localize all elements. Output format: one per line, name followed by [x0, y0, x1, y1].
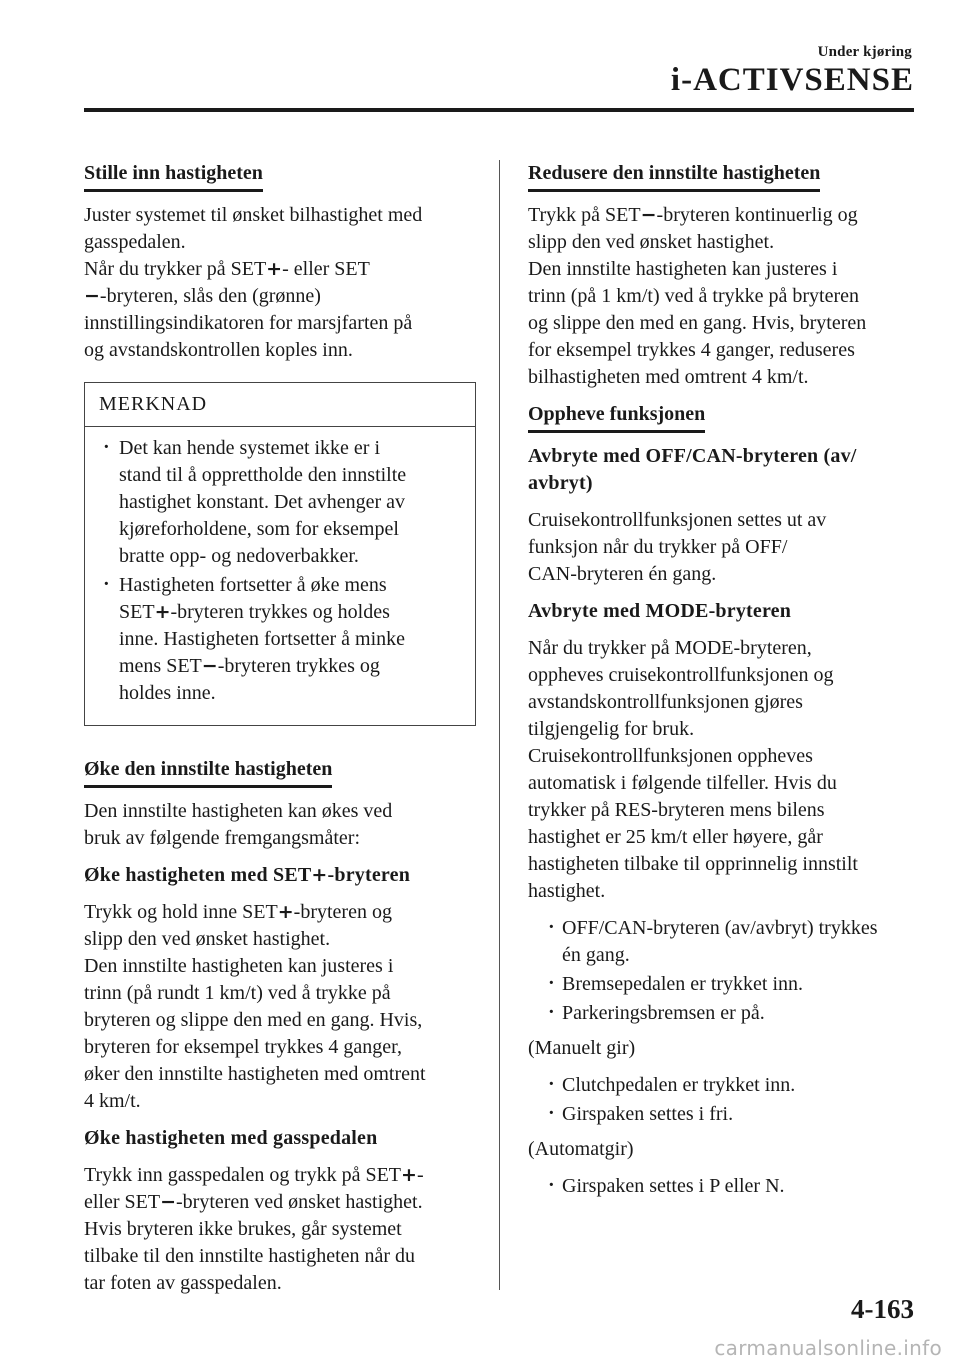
- label-automatic: (Automatgir): [528, 1138, 634, 1160]
- minus-icon: −: [640, 204, 657, 226]
- paragraph-accelerator: Trykk inn gasspedalen og trykk på SET+- eller SET−-bryteren ved ønsket hastighet. Hvis bryteren ikke brukes, går systemet tilbake til den innstilte hastigheten når du tar foten av gasspedalen.: [84, 1164, 424, 1294]
- paragraph-reduce-speed: Trykk på SET−-bryteren kontinuerlig og slipp den ved ønsket hastighet. Den innstilte hastigheten kan justeres i trinn (på 1 km/t) ved å trykke på bryteren og slippe den med en gang. Hvis, bryteren for eksempel trykkes 4 ganger, reduseres bilhastigheten med omtrent 4 km/t.: [528, 204, 867, 388]
- heading-increase-speed: Øke den innstilte hastigheten: [84, 756, 332, 788]
- plus-icon: +: [277, 901, 294, 923]
- subheading-off-can: Avbryte med OFF/CAN-bryteren (av/ avbryt): [528, 445, 857, 494]
- label-manual: (Manuelt gir): [528, 1037, 636, 1059]
- watermark: carmanualsonline.info: [714, 1336, 942, 1360]
- heading-cancel: Oppheve funksjonen: [528, 401, 705, 433]
- minus-icon: −: [201, 655, 218, 677]
- list-item: · Clutchpedalen er trykket inn.: [528, 1072, 920, 1099]
- column-divider: [499, 160, 500, 1290]
- page-number: 4-163: [851, 1294, 914, 1324]
- plus-icon: +: [401, 1164, 417, 1186]
- header-rule: [84, 108, 914, 112]
- left-column: [84, 160, 476, 1307]
- plus-icon: +: [154, 601, 171, 623]
- note-bullet: · Hastigheten fortsetter å øke mens SET+-bryteren trykkes og holdes inne. Hastigheten fortsetter å minke mens SET−-bryteren trykkes og holdes inne.: [99, 572, 461, 707]
- minus-icon: −: [160, 1191, 177, 1213]
- note-title: MERKNAD: [85, 383, 475, 427]
- heading-set-speed: Stille inn hastigheten: [84, 160, 263, 192]
- paragraph-mode: Når du trykker på MODE-bryteren, oppheves cruisekontrollfunksjonen og avstandskontrollfunksjonen gjøres tilgjengelig for bruk. Cruisekontrollfunksjonen oppheves automatisk i følgende tilfeller. Hvis du trykker på RES-bryteren mens bilens hastighet er 25 km/t eller høyere, går hastigheten tilbake til opprinnelig innstilt hastighet.: [528, 637, 858, 902]
- list-item: · OFF/CAN-bryteren (av/avbryt) trykkes én gang.: [528, 915, 920, 969]
- plus-icon: +: [266, 258, 283, 280]
- subheading-accelerator: Øke hastigheten med gasspedalen: [84, 1127, 378, 1149]
- heading-reduce-speed: Redusere den innstilte hastigheten: [528, 160, 820, 192]
- list-item: · Girspaken settes i P eller N.: [528, 1173, 920, 1200]
- minus-icon: −: [84, 285, 100, 307]
- plus-icon: +: [311, 864, 328, 886]
- paragraph-increase-intro: Den innstilte hastigheten kan økes ved bruk av følgende fremgangsmåter:: [84, 800, 393, 849]
- subheading-mode: Avbryte med MODE-bryteren: [528, 600, 792, 622]
- list-item: · Bremsepedalen er trykket inn.: [528, 971, 920, 998]
- section-label: Under kjøring: [817, 44, 912, 60]
- chapter-title: i-ACTIVSENSE: [670, 62, 914, 98]
- paragraph-set-plus: Trykk og hold inne SET+-bryteren og slipp den ved ønsket hastighet. Den innstilte hastigheten kan justeres i trinn (på rundt 1 km/t) ved å trykke på bryteren og slippe den med en gang. Hvis, bryteren for eksempel trykkes 4 ganger, øker den innstilte hastigheten med omtrent 4 km/t.: [84, 901, 426, 1112]
- list-item: · Girspaken settes i fri.: [528, 1101, 920, 1128]
- subheading-set-plus: Øke hastigheten med SET+-bryteren: [84, 864, 411, 886]
- list-item: · Parkeringsbremsen er på.: [528, 1000, 920, 1027]
- note-bullet: · Det kan hende systemet ikke er i stand til å opprettholde den innstilte hastighet konstant. Det avhenger av kjøreforholdene, som for eksempel bratte opp- og nedoverbakker.: [99, 435, 461, 570]
- right-column: [528, 160, 920, 1208]
- note-box: [84, 382, 476, 726]
- paragraph-set-speed: Juster systemet til ønsket bilhastighet med gasspedalen. Når du trykker på SET+- eller SET −-bryteren, slås den (grønne) innstillingsindikatoren for marsjfarten på og avstandskontrollen koples inn.: [84, 204, 423, 361]
- paragraph-off-can: Cruisekontrollfunksjonen settes ut av funksjon når du trykker på OFF/ CAN-bryteren én gang.: [528, 509, 827, 585]
